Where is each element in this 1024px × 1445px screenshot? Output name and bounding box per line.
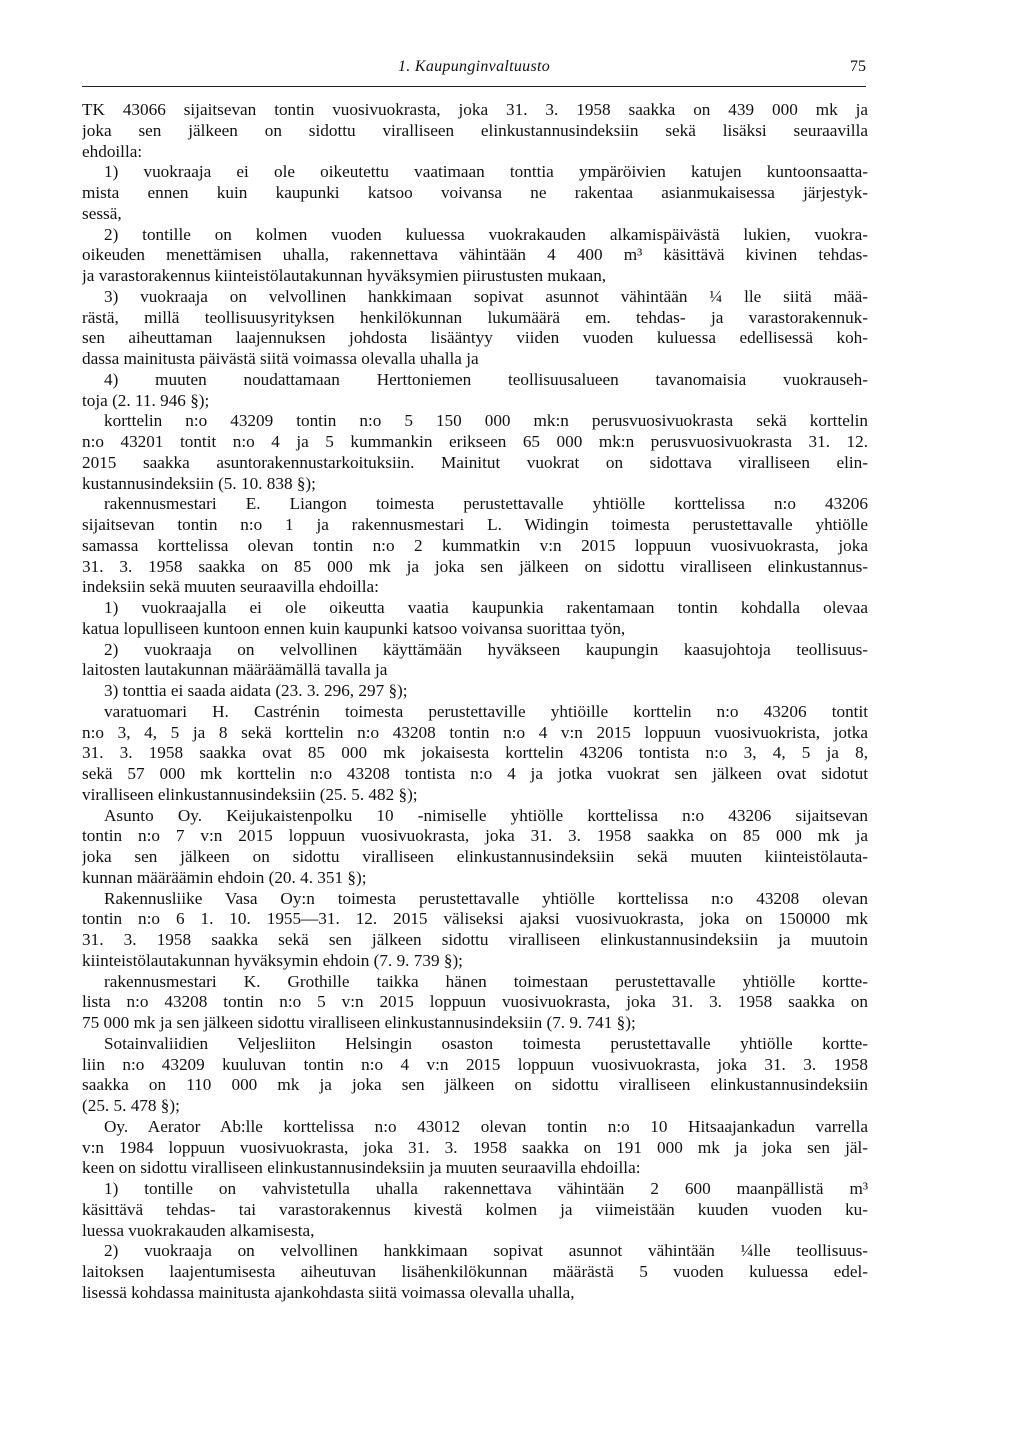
- text-line: viralliseen elinkustannusindeksiin (25. 5. 482 §);: [82, 784, 418, 804]
- text-line: luessa vuokrakauden alkamisesta,: [82, 1220, 315, 1240]
- text-line: n:o 3, 4, 5 ja 8 sekä korttelin n:o 43208 tontin n:o 4 v:n 2015 loppuun vuosivuokrista, jotka: [82, 722, 868, 742]
- text-line: lista n:o 43208 tontin n:o 5 v:n 2015 loppuun vuosivuokrasta, joka 31. 3. 1958 saakka on: [82, 992, 868, 1012]
- text-line: toja (2. 11. 946 §);: [82, 390, 210, 410]
- text-line: 3) vuokraaja on velvollinen hankkimaan sopivat asunnot vähintään ¼ lle siitä mää-: [104, 286, 868, 306]
- text-line: tontin n:o 6 1. 10. 1955—31. 12. 2015 väliseksi ajaksi vuosivuokrasta, joka on 150000 mk: [82, 909, 868, 929]
- body-text: [82, 100, 868, 1304]
- text-line: saakka on 110 000 mk ja joka sen jälkeen on sidottu viralliseen elinkustannusindeksiin: [82, 1075, 868, 1095]
- text-line: 2) vuokraaja on velvollinen käyttämään hyväkseen kaupungin kaasujohtoja teollisuus-: [104, 639, 868, 659]
- text-line: 75 000 mk ja sen jälkeen sidottu viralliseen elinkustannusindeksiin (7. 9. 741 §);: [82, 1013, 636, 1032]
- text-line: ja varastorakennus kiinteistölautakunnan hyväksymien piirustusten mukaan,: [82, 266, 607, 285]
- running-head: 1. Kaupunginvaltuusto: [397, 58, 551, 75]
- text-line: ehdoilla:: [82, 141, 143, 161]
- text-line: sessä,: [82, 203, 122, 223]
- text-line: kustannusindeksiin (5. 10. 838 §);: [82, 473, 316, 493]
- text-line: 3) tonttia ei saada aidata (23. 3. 296, 297 §);: [104, 681, 408, 700]
- text-line: 2) tontille on kolmen vuoden kuluessa vuokrakauden alkamispäivästä lukien, vuokra-: [104, 224, 868, 244]
- text-line: 31. 3. 1958 saakka ovat 85 000 mk jokaisesta korttelin 43206 tontista n:o 3, 4, 5 ja 8,: [82, 743, 868, 763]
- text-line: rakennusmestari K. Grothille taikka hänen toimestaan perustettavalle yhtiölle kortte-: [104, 971, 868, 991]
- text-line: 2) vuokraaja on velvollinen hankkimaan sopivat asunnot vähintään ¼lle teollisuus-: [104, 1241, 868, 1261]
- text-line: samassa korttelissa olevan tontin n:o 2 kummatkin v:n 2015 loppuun vuosivuokrasta, joka: [82, 535, 868, 555]
- text-line: joka sen jälkeen on sidottu viralliseen elinkustannusindeksiin sekä lisäksi seuraavilla: [82, 120, 868, 140]
- text-line: 31. 3. 1958 saakka on 85 000 mk ja joka sen jälkeen on sidottu viralliseen elinkustannus-: [82, 556, 868, 576]
- text-line: dassa mainitusta päivästä siitä voimassa olevalla uhalla ja: [82, 349, 479, 368]
- text-line: 2015 saakka asuntorakennustarkoituksiin. Mainitut vuokrat on sidottava viralliseen elin-: [82, 452, 868, 472]
- text-line: TK 43066 sijaitsevan tontin vuosivuokrasta, joka 31. 3. 1958 saakka on 439 000 mk ja: [82, 100, 868, 119]
- text-line: sekä 57 000 mk korttelin n:o 43208 tontista n:o 4 ja jotka vuokrat sen jälkeen ovat sidotut: [82, 764, 868, 783]
- text-line: 1) vuokraajalla ei ole oikeutta vaatia kaupunkia rakentamaan tontin kohdalla olevaa: [104, 598, 868, 617]
- text-line: katua lopulliseen kuntoon ennen kuin kaupunki katsoo voivansa suorittaa työn,: [82, 618, 626, 638]
- text-line: tontin n:o 7 v:n 2015 loppuun vuosivuokrasta, joka 31. 3. 1958 saakka on 85 000 mk ja: [82, 826, 868, 846]
- text-line: rästä, millä teollisuusyrityksen henkilökunnan lukumäärä em. tehdas- ja varastorakennuk-: [82, 307, 868, 327]
- text-line: 1) tontille on vahvistetulla uhalla rakennettava vähintään 2 600 maanpällistä m³: [104, 1179, 868, 1198]
- text-line: korttelin n:o 43209 tontin n:o 5 150 000 mk:n perusvuosivuokrasta sekä korttelin: [104, 411, 868, 431]
- text-line: 4) muuten noudattamaan Herttoniemen teollisuusalueen tavanomaisia vuokrauseh-: [104, 369, 868, 389]
- page-header: [82, 56, 866, 87]
- text-line: Sotainvaliidien Veljesliiton Helsingin osaston toimesta perustettavalle yhtiölle kortte-: [104, 1033, 868, 1053]
- text-line: laitosten lautakunnan määräämällä tavalla ja: [82, 660, 388, 680]
- text-line: (25. 5. 478 §);: [82, 1096, 180, 1115]
- text-line: 1) vuokraaja ei ole oikeutettu vaatimaan tonttia ympäröivien katujen kuntoonsaatta-: [104, 162, 868, 182]
- text-line: Rakennusliike Vasa Oy:n toimesta perustettavalle yhtiölle korttelissa n:o 43208 olevan: [104, 888, 868, 908]
- text-line: sen aiheuttaman laajennuksen johdosta lisääntyy viiden vuoden kuluessa edellisessä koh-: [82, 328, 868, 348]
- page-number: 75: [850, 58, 866, 75]
- text-line: joka sen jälkeen on sidottu viralliseen elinkustannusindeksiin sekä muuten kiinteistölauta-: [82, 847, 868, 866]
- text-line: mista ennen kuin kaupunki katsoo voivansa ne rakentaa asianmukaisessa järjestyk-: [82, 183, 868, 202]
- text-line: Asunto Oy. Keijukaistenpolku 10 -nimiselle yhtiölle korttelissa n:o 43206 sijaitsevan: [104, 805, 868, 825]
- text-line: n:o 43201 tontit n:o 4 ja 5 kummankin erikseen 65 000 mk:n perusvuosivuokrasta 31. 12.: [82, 432, 868, 451]
- text-line: kiinteistölautakunnan hyväksymin ehdoin (7. 9. 739 §);: [82, 950, 463, 970]
- text-line: lisessä kohdassa mainitusta ajankohdasta siitä voimassa olevalla uhalla,: [82, 1282, 575, 1302]
- text-line: varatuomari H. Castrénin toimesta perustettaville yhtiöille korttelin n:o 43206 tontit: [104, 701, 868, 721]
- text-line: v:n 1984 loppuun vuosivuokrasta, joka 31. 3. 1958 saakka on 191 000 mk ja joka sen jäl-: [82, 1137, 868, 1157]
- text-line: sijaitsevan tontin n:o 1 ja rakennusmestari L. Widingin toimesta perustettavalle yhtiölle: [82, 515, 868, 534]
- text-line: 31. 3. 1958 saakka sekä sen jälkeen sidottu viralliseen elinkustannusindeksiin ja muutoin: [82, 930, 868, 949]
- text-line: keen on sidottu viralliseen elinkustannusindeksiin ja muuten seuraavilla ehdoilla:: [82, 1158, 641, 1178]
- text-line: Oy. Aerator Ab:lle korttelissa n:o 43012 olevan tontin n:o 10 Hitsaajankadun varrella: [104, 1116, 868, 1136]
- text-line: liin n:o 43209 kuuluvan tontin n:o 4 v:n 2015 loppuun vuosivuokrasta, joka 31. 3. 1958: [82, 1054, 868, 1074]
- text-line: oikeuden menettämisen uhalla, rakennettava vähintään 4 400 m³ käsittävä kivinen tehdas-: [82, 245, 868, 265]
- text-line: rakennusmestari E. Liangon toimesta perustettavalle yhtiölle korttelissa n:o 43206: [104, 494, 868, 514]
- text-line: indeksiin sekä muuten seuraavilla ehdoilla:: [82, 577, 379, 597]
- text-line: käsittävä tehdas- tai varastorakennus kivestä kolmen ja viimeistään kuuden vuoden ku-: [82, 1199, 868, 1219]
- text-line: laitoksen laajentumisesta aiheutuvan lisähenkilökunnan määrästä 5 vuoden kuluessa edel-: [82, 1262, 868, 1281]
- text-line: kunnan määräämin ehdoin (20. 4. 351 §);: [82, 867, 367, 887]
